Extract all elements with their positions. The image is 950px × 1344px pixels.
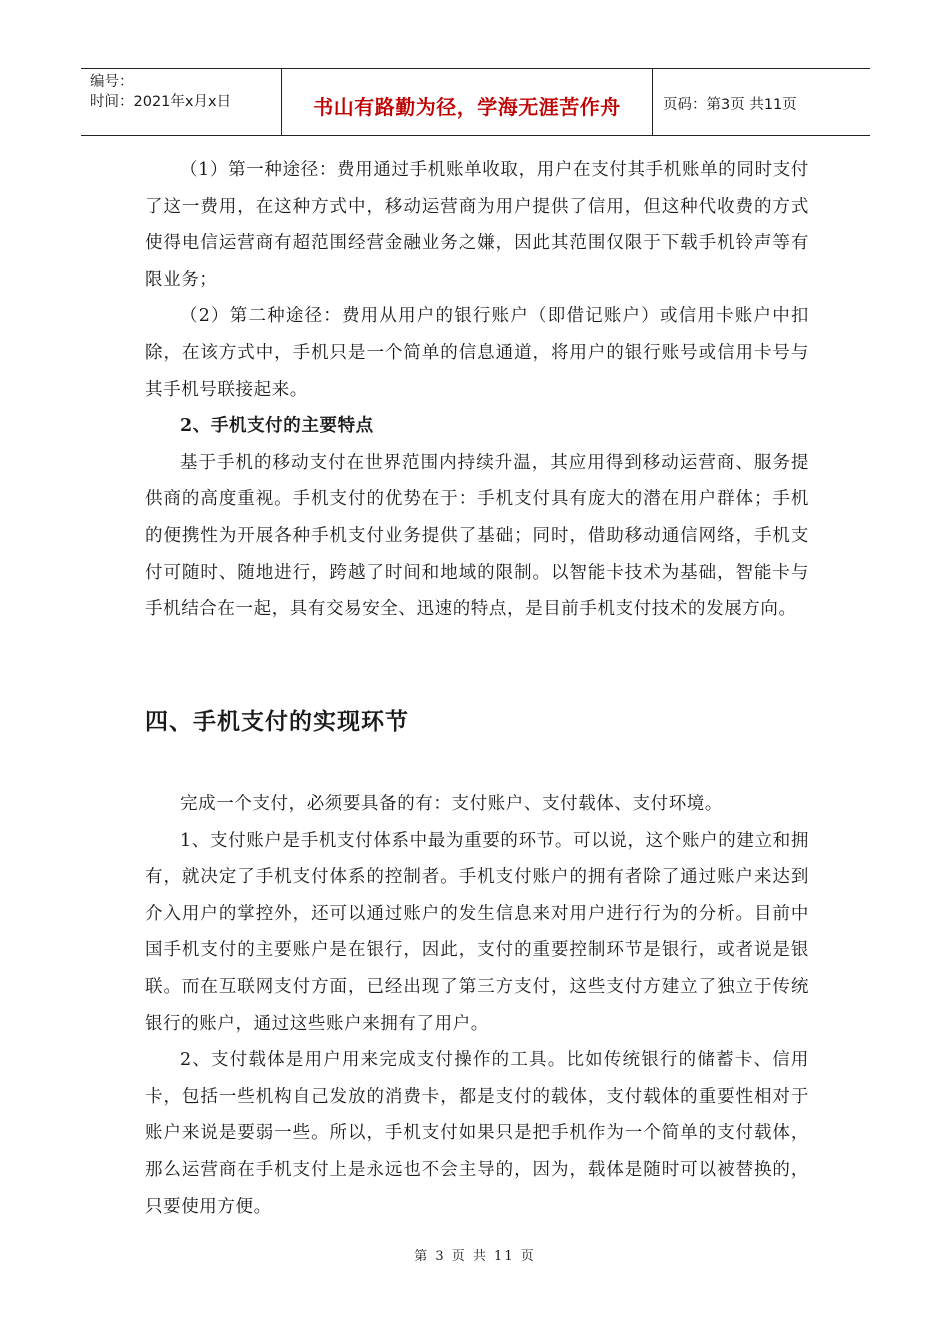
header-motto: 书山有路勤为径，学海无涯苦作舟 (282, 69, 653, 135)
paragraph: （1）第一种途径：费用通过手机账单收取，用户在支付其手机账单的同时支付了这一费用，在这种方式中，移动运营商为用户提供了信用，但这种代收费的方式使得电信运营商有超范围经营金融业务之嫌，因此其范围仅限于下载手机铃声等有限业务； (145, 160, 809, 290)
page-header (81, 68, 870, 136)
paragraph: 2、支付载体是用户用来完成支付操作的工具。比如传统银行的储蓄卡、信用卡，包括一些机构自己发放的消费卡，都是支付的载体，支付载体的重要性相对于账户来说是要弱一些。所以，手机支付如果只是把手机作为一个简单的支付载体，那么运营商在手机支付上是永远也不会主导的，因为，载体是随时可以被替换的，只要使用方便。 (145, 1050, 809, 1217)
number-label: 编号： (90, 74, 134, 90)
paragraph: （2）第二种途径：费用从用户的银行账户（即借记账户）或信用卡账户中扣除，在该方式中，手机只是一个简单的信息通道，将用户的银行账号或信用卡号与其手机号联接起来。 (145, 306, 809, 400)
section-b-body (145, 786, 809, 1225)
header-page-info: 页码：第3页 共11页 (663, 96, 797, 113)
header-meta (81, 69, 282, 135)
paragraph: 1、支付账户是手机支付体系中最为重要的环节。可以说，这个账户的建立和拥有，就决定了手机支付体系的控制者。手机支付账户的拥有者除了通过账户来达到介入用户的掌控外，还可以通过账户的发生信息来对用户进行行为的分析。目前中国手机支付的主要账户是在银行，因此，支付的重要控制环节是银行，或者说是银联。而在互联网支付方面，已经出现了第三方支付，这些支付方建立了独立于传统银行的账户，通过这些账户来拥有了用户。 (145, 830, 809, 1034)
subheading: 2、手机支付的主要特点 (180, 416, 374, 437)
paragraph: 完成一个支付，必须要具备的有：支付账户、支付载体、支付环境。 (180, 794, 723, 814)
section-a-body (145, 152, 809, 628)
page-footer: 第 3 页 共 11 页 (414, 1249, 536, 1264)
paragraph: 基于手机的移动支付在世界范围内持续升温，其应用得到移动运营商、服务提供商的高度重视。手机支付的优势在于：手机支付具有庞大的潜在用户群体；手机的便携性为开展各种手机支付业务提供了基础；同时，借助移动通信网络，手机支付可随时、随地进行，跨越了时间和地域的限制。以智能卡技术为基础，智能卡与手机结合在一起，具有交易安全、迅速的特点，是目前手机支付技术的发展方向。 (145, 452, 809, 620)
section-heading: 四、手机支付的实现环节 (145, 709, 409, 735)
time-label: 时间：2021年x月x日 (90, 94, 232, 110)
